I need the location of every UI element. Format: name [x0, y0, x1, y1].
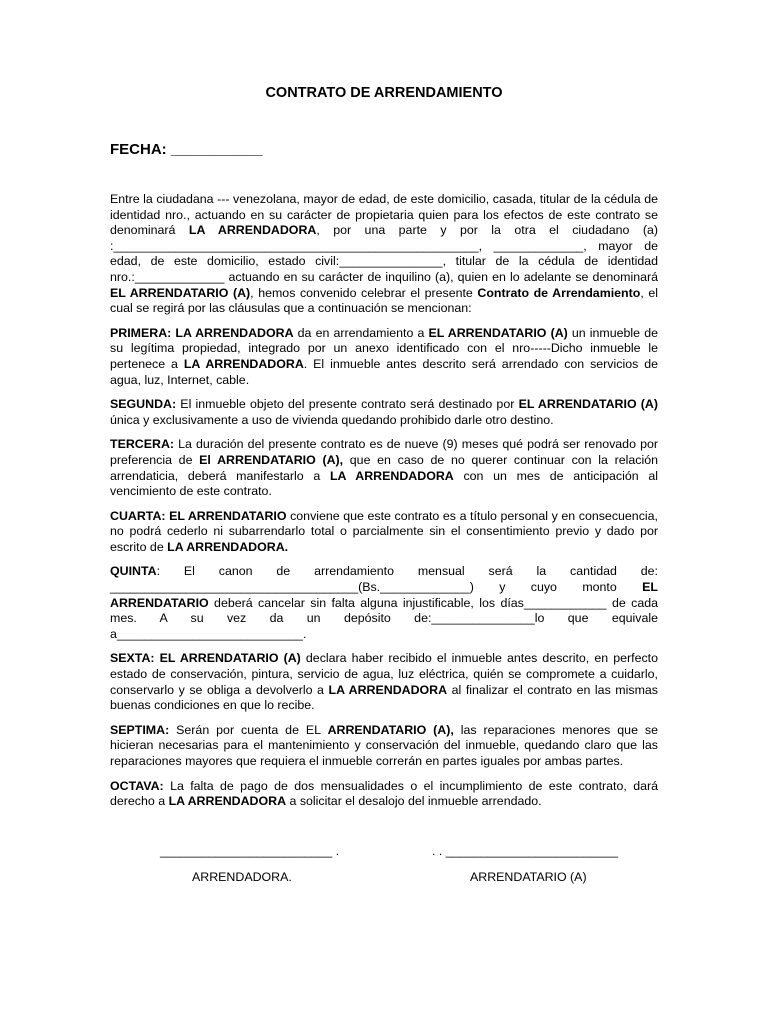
- bold-text: El ARRENDATARIO (A),: [199, 452, 344, 467]
- clause-paragraph: [110, 564, 658, 642]
- bold-text: QUINTA: [110, 564, 157, 579]
- text-segment: . El inmueble antes descrito será arrendado con servicios de agua, luz, Internet, cable.: [110, 356, 658, 387]
- text-segment: las reparaciones menores que se hicieran necesarias para el mantenimiento y conservación del inmueble, quedando claro que las reparaciones mayores que requiera el inmueble correrán en partes iguales por ambas partes.: [110, 722, 658, 768]
- signature-line-tenant: . . _________________________: [432, 844, 619, 858]
- text-segment: : El canon de arrendamiento mensual será la cantidad de: ____________________________________(Bs._____________) y cuyo monto: [110, 564, 658, 595]
- clause-paragraph: [110, 437, 658, 499]
- clause-paragraph: [110, 779, 658, 810]
- contract-body: [110, 192, 658, 819]
- clause-paragraph: [110, 509, 658, 556]
- text-segment: da en arrendamiento a: [293, 325, 429, 340]
- signature-label-tenant: ARRENDATARIO (A): [470, 870, 587, 884]
- text-segment: conviene que este contrato es a título personal y en consecuencia, no podrá cederlo ni subarrendarlo total o parcialmente sin el consentimiento previo y dado por escrito de: [110, 508, 658, 554]
- date-field: FECHA: ___________: [110, 141, 263, 158]
- signature-label-landlord: ARRENDADORA.: [192, 870, 292, 884]
- text-segment: El inmueble objeto del presente contrato será destinado por: [176, 397, 519, 412]
- signature-line-landlord: _________________________ .: [160, 844, 340, 858]
- document-title: CONTRATO DE ARRENDAMIENTO: [265, 85, 503, 101]
- bold-text: LA ARRENDADORA: [328, 682, 448, 697]
- bold-text: SEPTIMA:: [110, 722, 170, 737]
- bold-text: PRIMERA: LA ARRENDADORA: [110, 325, 294, 340]
- bold-text: SEXTA: EL ARRENDATARIO (A): [110, 651, 301, 666]
- bold-text: EL ARRENDATARIO (A): [428, 325, 568, 340]
- bold-text: ARRENDATARIO (A),: [327, 722, 454, 737]
- bold-text: OCTAVA:: [110, 778, 164, 793]
- text-segment: La duración del presente contrato es de nueve (9) meses qué podrá ser renovado por preferencia de: [110, 437, 658, 467]
- text-segment: que en caso de no querer continuar con la relación arrendaticia, deberá manifestarlo a: [110, 452, 658, 483]
- bold-text: EL ARRENDATARIO (A): [110, 285, 251, 300]
- bold-text: LA ARRENDADORA: [188, 223, 317, 238]
- clause-paragraph: [110, 723, 658, 770]
- text-segment: un inmueble de su legítima propiedad, integrado por un anexo identificado con el nro-----Dicho inmueble le pertenece a: [110, 325, 658, 371]
- text-segment: declara haber recibido el inmueble antes descrito, en perfecto estado de conservación, pintura, servicio de agua, luz eléctrica, quién se compromete a cuidarlo, conservarlo y se obliga a devolverlo a: [110, 651, 658, 697]
- signature-block-tenant: [432, 843, 642, 884]
- clause-paragraph: [110, 326, 658, 388]
- bold-text: EL ARRENDATARIO: [110, 580, 658, 610]
- intro-paragraph: [110, 192, 658, 317]
- text-segment: Serán por cuenta de EL: [169, 722, 328, 737]
- bold-text: EL ARRENDATARIO (A): [518, 397, 658, 412]
- bold-text: LA ARRENDADORA: [329, 468, 454, 483]
- text-segment: Entre la ciudadana --- venezolana, mayor de edad, de este domicilio, casada, titular de la cédula de identidad nro., actuando en su carácter de propietaria quien para los efectos de este contrato se denominará: [110, 192, 658, 238]
- bold-text: LA ARRENDADORA.: [167, 539, 289, 554]
- text-segment: , el cual se regirá por las cláusulas que a continuación se mencionan:: [110, 285, 658, 316]
- text-segment: deberá cancelar sin falta alguna injustificable, los días____________ de cada mes. A su vez da un depósito de:_______________lo que equivale a___________________________.: [110, 595, 658, 641]
- bold-text: SEGUNDA:: [110, 397, 177, 412]
- clause-paragraph: [110, 651, 658, 713]
- bold-text: LA ARRENDADORA: [183, 356, 304, 371]
- text-segment: La falta de pago de dos mensualidades o el incumplimiento de este contrato, dará derecho a: [110, 778, 658, 809]
- bold-text: Contrato de Arrendamiento: [477, 285, 641, 300]
- clause-paragraph: [110, 397, 658, 428]
- signature-block-landlord: [160, 843, 360, 884]
- text-segment: , por una parte y por la otra el ciudadano (a) :_____________________________________________________, _____________, mayor de edad, de este domicilio, estado civil:_______________, titular de la cédula de identidad nro.:_____________ actuando en su carácter de inquilino (a), quien en lo adelante se denominará: [110, 223, 658, 284]
- bold-text: CUARTA: EL ARRENDATARIO: [110, 508, 287, 523]
- text-segment: única y exclusivamente a uso de vivienda quedando prohibido darle otro destino.: [110, 412, 554, 427]
- text-segment: , hemos convenido celebrar el presente: [250, 285, 478, 300]
- text-segment: a solicitar el desalojo del inmueble arrendado.: [286, 794, 542, 809]
- bold-text: TERCERA:: [110, 437, 175, 452]
- bold-text: LA ARRENDADORA: [168, 794, 287, 809]
- text-segment: al finalizar el contrato en las mismas buenas condiciones en que lo recibe.: [110, 682, 658, 713]
- text-segment: con un mes de anticipación al vencimiento de este contrato.: [110, 468, 659, 499]
